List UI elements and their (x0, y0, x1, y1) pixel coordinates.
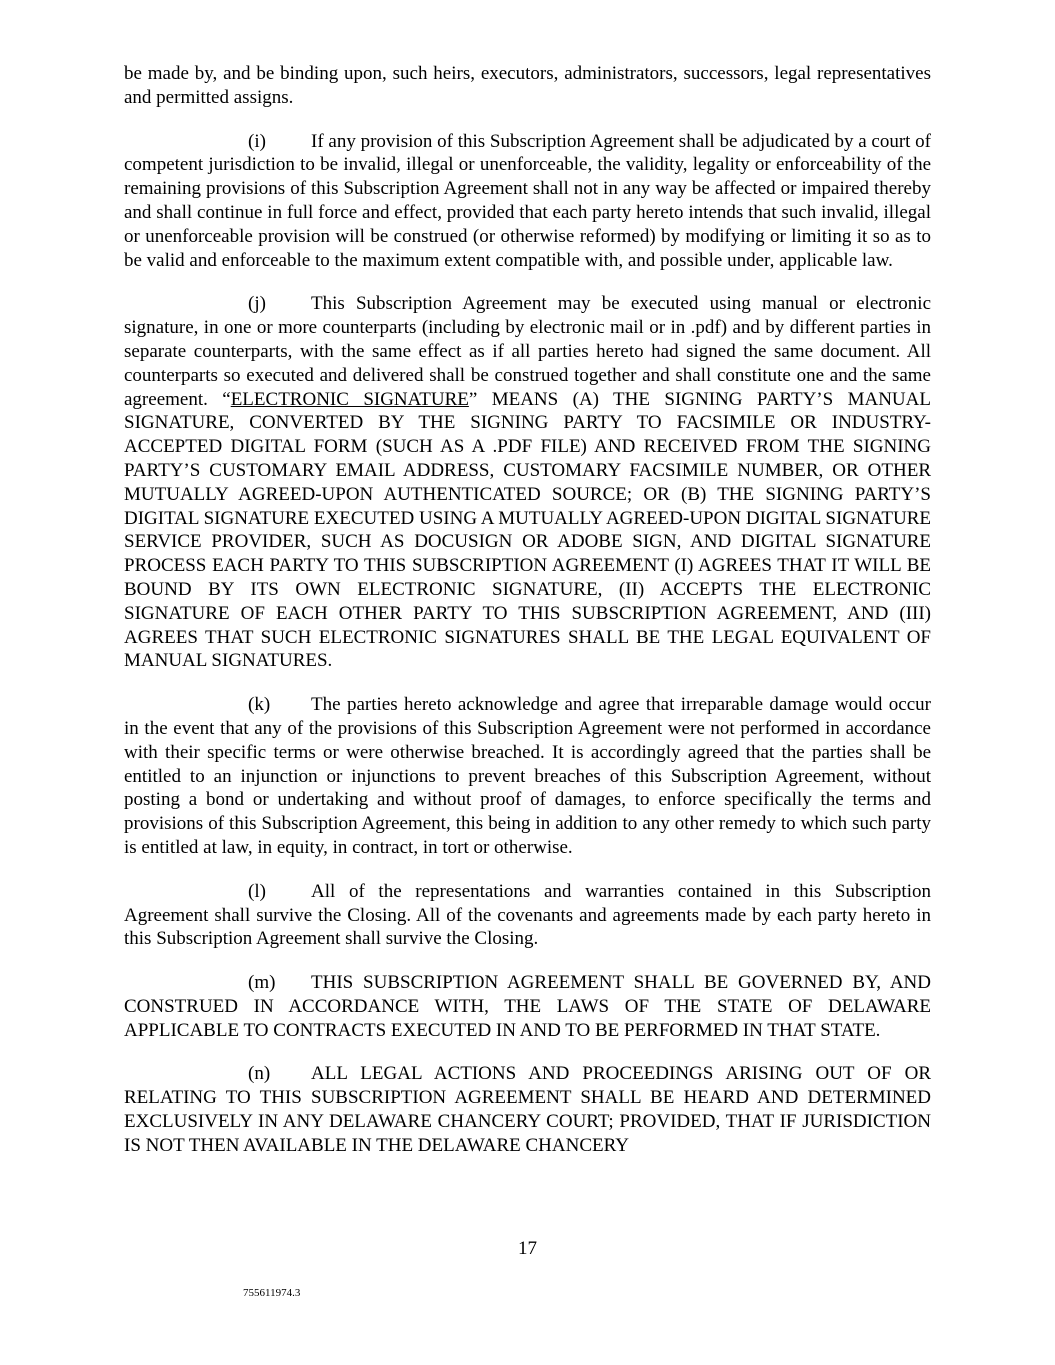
electronic-signature-term: ELECTRONIC SIGNATURE (230, 388, 469, 410)
page-number: 17 (518, 1238, 537, 1259)
section-j-text-before: This Subscription Agreement may be executed using manual or electronic signature, in one or more counterparts (including by electronic mail or in .pdf) and by different parties in separate counterparts, with the same effect as if all parties hereto had signed the same document. All counterparts so executed and delivered shall be construed together and shall constitute one and the same agreement. “ (124, 293, 931, 410)
section-i (124, 130, 931, 273)
section-k (124, 693, 931, 860)
section-m-label: (m) (248, 972, 276, 994)
section-i-label: (i) (248, 130, 266, 152)
section-m (124, 971, 931, 1042)
section-n (124, 1062, 931, 1157)
section-k-label: (k) (248, 694, 271, 716)
section-i-text: If any provision of this Subscription Agreement shall be adjudicated by a court of competent jurisdiction to be invalid, illegal or unenforceable, the validity, legality or enforceability of the remaining provisions of this Subscription Agreement shall not in any way be affected or impaired thereby and shall continue in full force and effect, provided that each party hereto intends that such invalid, illegal or unenforceable provision will be construed (or otherwise reformed) by modifying or limiting it so as to be valid and enforceable to the maximum extent compatible with, and possible under, applicable law. (124, 130, 931, 271)
section-l-text: All of the representations and warranties contained in this Subscription Agreement shall survive the Closing. All of the covenants and agreements made by each party hereto in this Subscription Agreement shall survive the Closing. (124, 880, 931, 950)
section-k-text: The parties hereto acknowledge and agree that irreparable damage would occur in the event that any of the provisions of this Subscription Agreement were not performed in accordance with their specific terms or were otherwise breached. It is accordingly agreed that the parties shall be entitled to an injunction or injunctions to prevent breaches of this Subscription Agreement, without posting a bond or undertaking and without proof of damages, to enforce specifically the terms and provisions of this Subscription Agreement, this being in addition to any other remedy to which such party is entitled at law, in equity, in contract, in tort or otherwise. (124, 694, 931, 858)
section-j-label: (j) (248, 293, 266, 315)
section-n-text: ALL LEGAL ACTIONS AND PROCEEDINGS ARISING OUT OF OR RELATING TO THIS SUBSCRIPTION AGREEMENT SHALL BE HEARD AND DETERMINED EXCLUSIVELY IN ANY DELAWARE CHANCERY COURT; PROVIDED, THAT IF JURISDICTION IS NOT THEN AVAILABLE IN THE DELAWARE CHANCERY (124, 1063, 931, 1156)
section-j (124, 292, 931, 673)
document-id: 755611974.3 (243, 1287, 301, 1299)
section-n-label: (n) (248, 1063, 271, 1085)
section-j-text-after: ” MEANS (A) THE SIGNING PARTY’S MANUAL SIGNATURE, CONVERTED BY THE SIGNING PARTY TO FACSIMILE OR INDUSTRY-ACCEPTED DIGITAL FORM (SUCH AS A .PDF FILE) AND RECEIVED FROM THE SIGNING PARTY’S CUSTOMARY EMAIL ADDRESS, CUSTOMARY FACSIMILE NUMBER, OR OTHER MUTUALLY AGREED-UPON AUTHENTICATED SOURCE; OR (B) THE SIGNING PARTY’S DIGITAL SIGNATURE EXECUTED USING A MUTUALLY AGREED-UPON DIGITAL SIGNATURE SERVICE PROVIDER, SUCH AS DOCUSIGN OR ADOBE SIGN, AND DIGITAL SIGNATURE PROCESS EACH PARTY TO THIS SUBSCRIPTION AGREEMENT (I) AGREES THAT IT WILL BE BOUND BY ITS OWN ELECTRONIC SIGNATURE, (II) ACCEPTS THE ELECTRONIC SIGNATURE OF EACH OTHER PARTY TO THIS SUBSCRIPTION AGREEMENT, AND (III) AGREES THAT SUCH ELECTRONIC SIGNATURES SHALL BE THE LEGAL EQUIVALENT OF MANUAL SIGNATURES. (124, 388, 931, 672)
section-m-text: THIS SUBSCRIPTION AGREEMENT SHALL BE GOVERNED BY, AND CONSTRUED IN ACCORDANCE WITH, THE LAWS OF THE STATE OF DELAWARE APPLICABLE TO CONTRACTS EXECUTED IN AND TO BE PERFORMED IN THAT STATE. (124, 972, 931, 1041)
section-l-label: (l) (248, 880, 266, 902)
document-body (124, 62, 931, 1178)
intro-text: be made by, and be binding upon, such heirs, executors, administrators, successors, legal representatives and permitted assigns. (124, 63, 931, 108)
intro-paragraph (124, 62, 931, 110)
section-l (124, 880, 931, 951)
